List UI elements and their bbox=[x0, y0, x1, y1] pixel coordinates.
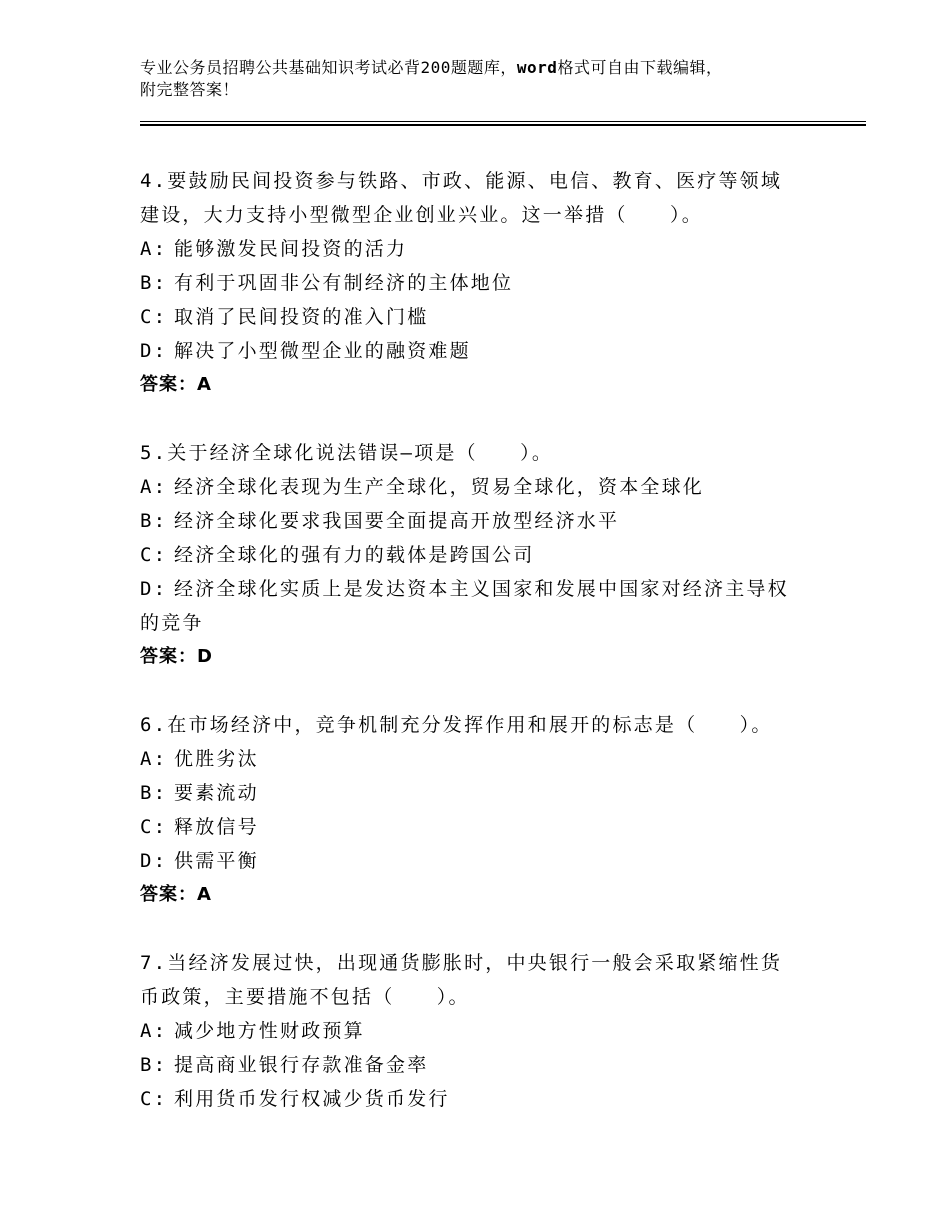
option-d bbox=[140, 844, 840, 878]
option-text: 提高商业银行存款准备金率 bbox=[174, 1054, 429, 1076]
question-5 bbox=[140, 436, 840, 674]
option-a bbox=[140, 232, 840, 266]
option-letter: D: bbox=[140, 340, 168, 362]
option-text: 优胜劣汰 bbox=[174, 748, 259, 770]
option-b bbox=[140, 504, 840, 538]
option-text: 供需平衡 bbox=[174, 850, 259, 872]
question-list bbox=[140, 164, 840, 1150]
option-text: 经济全球化实质上是发达资本主义国家和发展中国家对经济主导权 bbox=[174, 578, 789, 600]
option-a bbox=[140, 742, 840, 776]
document-header bbox=[140, 57, 830, 101]
option-letter: B: bbox=[140, 1054, 168, 1076]
header-title-text: 专业公务员招聘公共基础知识考试必背200题题库， bbox=[140, 58, 517, 77]
option-text: 经济全球化表现为生产全球化，贸易全球化，资本全球化 bbox=[174, 476, 705, 498]
option-a bbox=[140, 470, 840, 504]
option-letter: B: bbox=[140, 272, 168, 294]
option-text: 利用货币发行权减少货币发行 bbox=[174, 1088, 450, 1110]
question-stem-line: 币政策，主要措施不包括（ ）。 bbox=[140, 986, 470, 1008]
option-letter: B: bbox=[140, 510, 168, 532]
answer-line: 答案：D bbox=[140, 646, 213, 667]
option-letter: C: bbox=[140, 1088, 168, 1110]
option-d bbox=[140, 572, 840, 606]
option-letter: A: bbox=[140, 476, 168, 498]
option-text: 减少地方性财政预算 bbox=[174, 1020, 365, 1042]
question-stem-line: 4.要鼓励民间投资参与铁路、市政、能源、电信、教育、医疗等领域 bbox=[140, 170, 783, 192]
option-text: 有利于巩固非公有制经济的主体地位 bbox=[174, 272, 514, 294]
option-d bbox=[140, 334, 840, 368]
option-letter: C: bbox=[140, 306, 168, 328]
option-text: 经济全球化要求我国要全面提高开放型经济水平 bbox=[174, 510, 620, 532]
question-6 bbox=[140, 708, 840, 912]
header-divider-thick bbox=[140, 124, 866, 126]
question-stem-line: 建设，大力支持小型微型企业创业兴业。这一举措（ ）。 bbox=[140, 204, 703, 226]
option-d-continuation: 的竞争 bbox=[140, 612, 204, 634]
header-line-1 bbox=[140, 57, 830, 79]
question-stem-line: 5.关于经济全球化说法错误—项是（ ）。 bbox=[140, 442, 554, 464]
option-b bbox=[140, 1048, 840, 1082]
question-4 bbox=[140, 164, 840, 402]
option-b bbox=[140, 776, 840, 810]
option-text: 经济全球化的强有力的载体是跨国公司 bbox=[174, 544, 535, 566]
option-letter: A: bbox=[140, 1020, 168, 1042]
header-title-suffix: 格式可自由下载编辑， bbox=[557, 58, 723, 77]
option-c bbox=[140, 810, 840, 844]
option-letter: D: bbox=[140, 578, 168, 600]
option-letter: D: bbox=[140, 850, 168, 872]
answer-line: 答案：A bbox=[140, 884, 212, 905]
option-a bbox=[140, 1014, 840, 1048]
question-stem-line: 6.在市场经济中，竞争机制充分发挥作用和展开的标志是（ ）。 bbox=[140, 714, 773, 736]
option-b bbox=[140, 266, 840, 300]
option-letter: A: bbox=[140, 238, 168, 260]
option-c bbox=[140, 300, 840, 334]
option-letter: C: bbox=[140, 816, 168, 838]
question-stem-line: 7.当经济发展过快，出现通货膨胀时，中央银行一般会采取紧缩性货 bbox=[140, 952, 783, 974]
option-text: 取消了民间投资的准入门槛 bbox=[174, 306, 429, 328]
header-word-label: word bbox=[516, 58, 558, 77]
option-letter: B: bbox=[140, 782, 168, 804]
question-7 bbox=[140, 946, 840, 1116]
header-line-2: 附完整答案！ bbox=[140, 80, 240, 99]
option-letter: C: bbox=[140, 544, 168, 566]
option-c bbox=[140, 538, 840, 572]
option-text: 释放信号 bbox=[174, 816, 259, 838]
option-letter: A: bbox=[140, 748, 168, 770]
option-text: 能够激发民间投资的活力 bbox=[174, 238, 408, 260]
option-c bbox=[140, 1082, 840, 1116]
answer-line: 答案：A bbox=[140, 374, 212, 395]
option-text: 要素流动 bbox=[174, 782, 259, 804]
header-divider-thin bbox=[140, 121, 866, 122]
option-text: 解决了小型微型企业的融资难题 bbox=[174, 340, 471, 362]
